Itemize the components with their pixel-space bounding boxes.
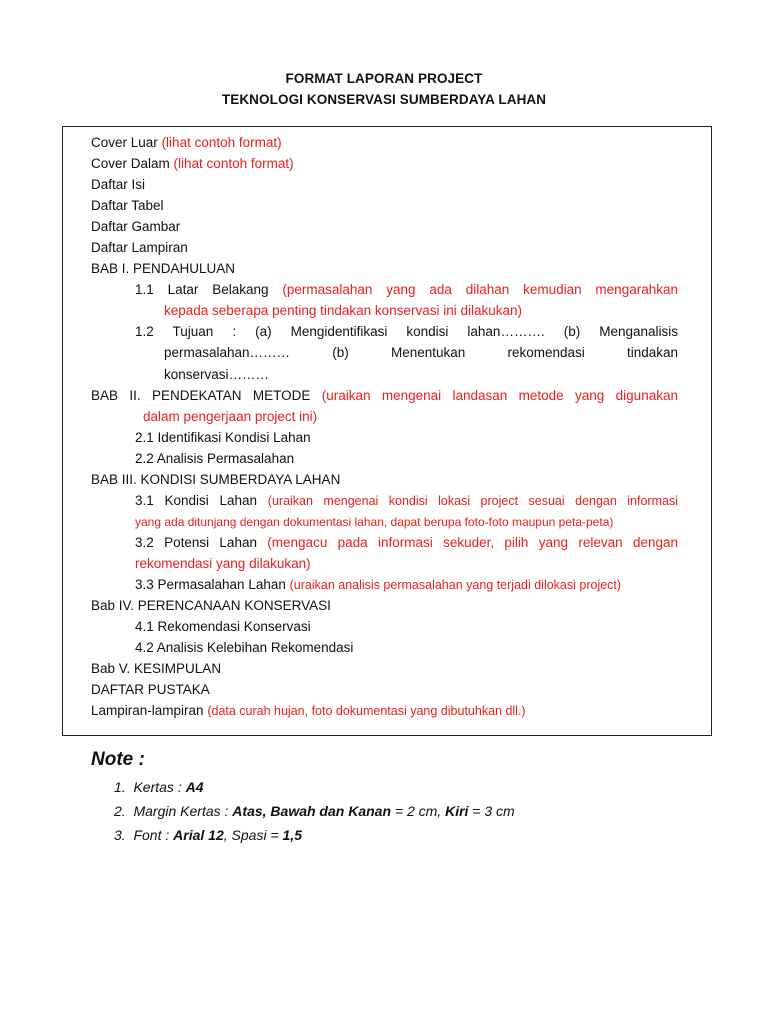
line-s21: 2.1 Identifikasi Kondisi Lahan [135, 430, 311, 445]
line-daftar-isi: Daftar Isi [91, 177, 146, 192]
document-title: FORMAT LAPORAN PROJECT [285, 71, 483, 86]
line-s12-cont1: permasalahan……… (b) Menentukan rekomendasi tindakan [164, 345, 678, 360]
line-s42: 4.2 Analisis Kelebihan Rekomendasi [135, 640, 354, 655]
line-s31: 3.1 Kondisi Lahan (uraikan mengenai kondisi lokasi project sesuai dengan informasi [135, 493, 678, 508]
line-s22: 2.2 Analisis Permasalahan [135, 451, 295, 466]
line-s32-cont: rekomendasi yang dilakukan) [135, 556, 311, 571]
line-s32: 3.2 Potensi Lahan (mengacu pada informasi sekuder, pilih yang relevan dengan [135, 535, 678, 550]
line-lampiran: Lampiran-lampiran (data curah hujan, foto dokumentasi yang dibutuhkan dll.) [91, 703, 526, 718]
line-s33: 3.3 Permasalahan Lahan (uraikan analisis permasalahan yang terjadi dilokasi project) [135, 577, 622, 592]
line-bab3: BAB III. KONDISI SUMBERDAYA LAHAN [91, 472, 341, 487]
note-item-3: 3. Font : Arial 12, Spasi = 1,5 [114, 827, 302, 843]
line-bab1: BAB I. PENDAHULUAN [91, 261, 236, 276]
note-item-1: 1. Kertas : A4 [114, 779, 204, 795]
line-daftar-tabel: Daftar Tabel [91, 198, 164, 213]
line-s12: 1.2 Tujuan : (a) Mengidentifikasi kondisi lahan………. (b) Menganalisis [135, 324, 678, 339]
line-bab2: BAB II. PENDEKATAN METODE (uraikan mengenai landasan metode yang digunakan [91, 388, 678, 403]
cover-dalam-note: (lihat contoh format) [173, 156, 294, 171]
line-s31-cont: yang ada ditunjang dengan dokumentasi lahan, dapat berupa foto-foto maupun peta-peta) [135, 515, 614, 529]
cover-luar-note: (lihat contoh format) [161, 135, 282, 150]
line-s41: 4.1 Rekomendasi Konservasi [135, 619, 311, 634]
line-s12-cont2: konservasi……… [164, 367, 270, 382]
note-heading: Note : [91, 749, 145, 770]
line-bab2-cont: dalam pengerjaan project ini) [143, 409, 318, 424]
line-s11: 1.1 Latar Belakang (permasalahan yang ada dilahan kemudian mengarahkan [135, 282, 678, 297]
line-cover-dalam: Cover Dalam (lihat contoh format) [91, 156, 294, 171]
line-daftar-lampiran: Daftar Lampiran [91, 240, 188, 255]
document-subtitle: TEKNOLOGI KONSERVASI SUMBERDAYA LAHAN [221, 92, 547, 107]
line-bab4: Bab IV. PERENCANAAN KONSERVASI [91, 598, 331, 613]
line-s11-cont: kepada seberapa penting tindakan konservasi ini dilakukan) [164, 303, 522, 318]
line-cover-luar: Cover Luar (lihat contoh format) [91, 135, 282, 150]
line-bab5: Bab V. KESIMPULAN [91, 661, 222, 676]
line-daftar-pustaka: DAFTAR PUSTAKA [91, 682, 210, 697]
line-daftar-gambar: Daftar Gambar [91, 219, 181, 234]
note-item-2: 2. Margin Kertas : Atas, Bawah dan Kanan = 2 cm, Kiri = 3 cm [114, 803, 515, 819]
